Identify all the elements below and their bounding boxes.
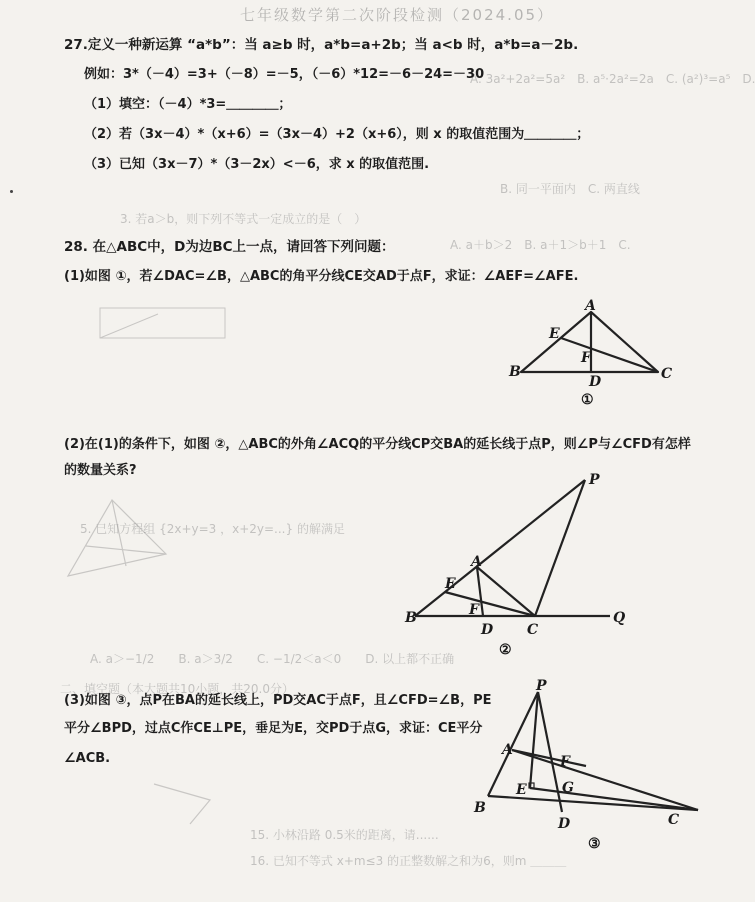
q28-part1: (1)如图 ①，若∠DAC=∠B，△ABC的角平分线CE交AD于点F，求证：∠AEF=∠AFE. [64, 269, 579, 284]
fig1-label-D: D [589, 374, 602, 390]
fig3-label-G: G [562, 780, 574, 796]
page-header-title: 七年级数学第二次阶段检测（2024.05） [240, 6, 555, 24]
q27-intro: 27.定义一种新运算 “a*b”：当 a≥b 时，a*b=a+2b；当 a<b 时，a*b=a－2b. [64, 37, 579, 53]
fig3-label-P: P [536, 678, 547, 694]
fig3-label-A: A [502, 742, 513, 758]
q28-part2-line1: (2)在(1)的条件下，如图 ②，△ABC的外角∠ACQ的平分线CP交BA的延长线于点P，则∠P与∠CFD有怎样 [64, 437, 691, 452]
fig2-label-Q: Q [613, 610, 626, 626]
bleed-through-text: 5. 已知方程组 {2x+y=3 ，x+2y=...} 的解满足 [80, 522, 345, 536]
bleed-through-text: 二、填空题（本大题共10小题，共20.0分） [60, 682, 294, 696]
fig2-label-F: F [469, 602, 479, 618]
fig1-label-E: E [549, 326, 560, 342]
q28-part3-line2: 平分∠BPD，过点C作CE⊥PE，垂足为E，交PD于点G，求证：CE平分 [64, 721, 483, 736]
fig2-label-C: C [527, 622, 539, 638]
q28-part3-line3: ∠ACB. [64, 751, 111, 766]
stray-mark [10, 190, 13, 193]
q27-part1: （1）填空：（－4）*3=＿＿＿＿； [84, 97, 292, 112]
fig2-label-E: E [445, 576, 456, 592]
q27-part2: （2）若（3x－4）*（x+6）=（3x－4）+2（x+6），则 x 的取值范围为＿＿＿＿； [84, 127, 590, 142]
fig1-label-C: C [661, 366, 673, 382]
figure-3 [468, 678, 708, 854]
fig2-caption: ② [499, 642, 512, 658]
fig2-label-P: P [589, 472, 600, 488]
fig1-label-B: B [509, 364, 521, 380]
q27-part3: （3）已知（3x－7）*（3－2x）<－6，求 x 的取值范围. [84, 157, 430, 172]
bleed-through-sketch [66, 496, 186, 586]
fig1-label-A: A [585, 298, 596, 314]
figure-1 [505, 300, 685, 410]
q28-part2-line2: 的数量关系? [64, 463, 137, 478]
fig3-label-D: D [558, 816, 571, 832]
bleed-through-text: 16. 已知不等式 x+m≤3 的正整数解之和为6，则m ＿＿＿ [250, 854, 567, 868]
bleed-through-text: 15. 小林沿路 0.5米的距离，请...... [250, 828, 439, 842]
fig3-caption: ③ [588, 836, 601, 852]
fig3-label-F: F [560, 754, 570, 770]
bleed-through-text: A. 3a²+2a²=5a² B. a⁵·2a²=2a C. (a²)³=a⁵ D. [470, 72, 755, 86]
fig3-label-E: E [516, 782, 527, 798]
fig2-label-D: D [481, 622, 494, 638]
q28-intro: 28. 在△ABC中，D为边BC上一点，请回答下列问题： [64, 239, 395, 255]
bleed-through-text: B. 同一平面内 C. 两直线 [500, 182, 640, 196]
bleed-through-sketch [98, 300, 238, 350]
fig1-label-F: F [581, 350, 591, 366]
fig2-label-B: B [405, 610, 417, 626]
bleed-through-text: 3. 若a＞b，则下列不等式一定成立的是（ ） [120, 212, 367, 226]
bleed-through-text: A. a＞−1/2 B. a＞3/2 C. −1/2＜a＜0 D. 以上都不正确 [90, 652, 455, 666]
q27-example: 例如：3*（－4）=3+（－8）=－5，（－6）*12=－6－24=－30 [84, 67, 485, 82]
q28-part3-line1: (3)如图 ③，点P在BA的延长线上，PD交AC于点F，且∠CFD=∠B，PE [64, 693, 492, 708]
fig2-label-A: A [471, 554, 482, 570]
fig1-caption: ① [581, 392, 594, 408]
fig3-label-C: C [668, 812, 680, 828]
bleed-through-sketch [150, 780, 230, 830]
fig3-label-B: B [474, 800, 486, 816]
figure-2 [405, 474, 635, 664]
bleed-through-text: A. a＋b＞2 B. a＋1＞b＋1 C. [450, 238, 631, 252]
